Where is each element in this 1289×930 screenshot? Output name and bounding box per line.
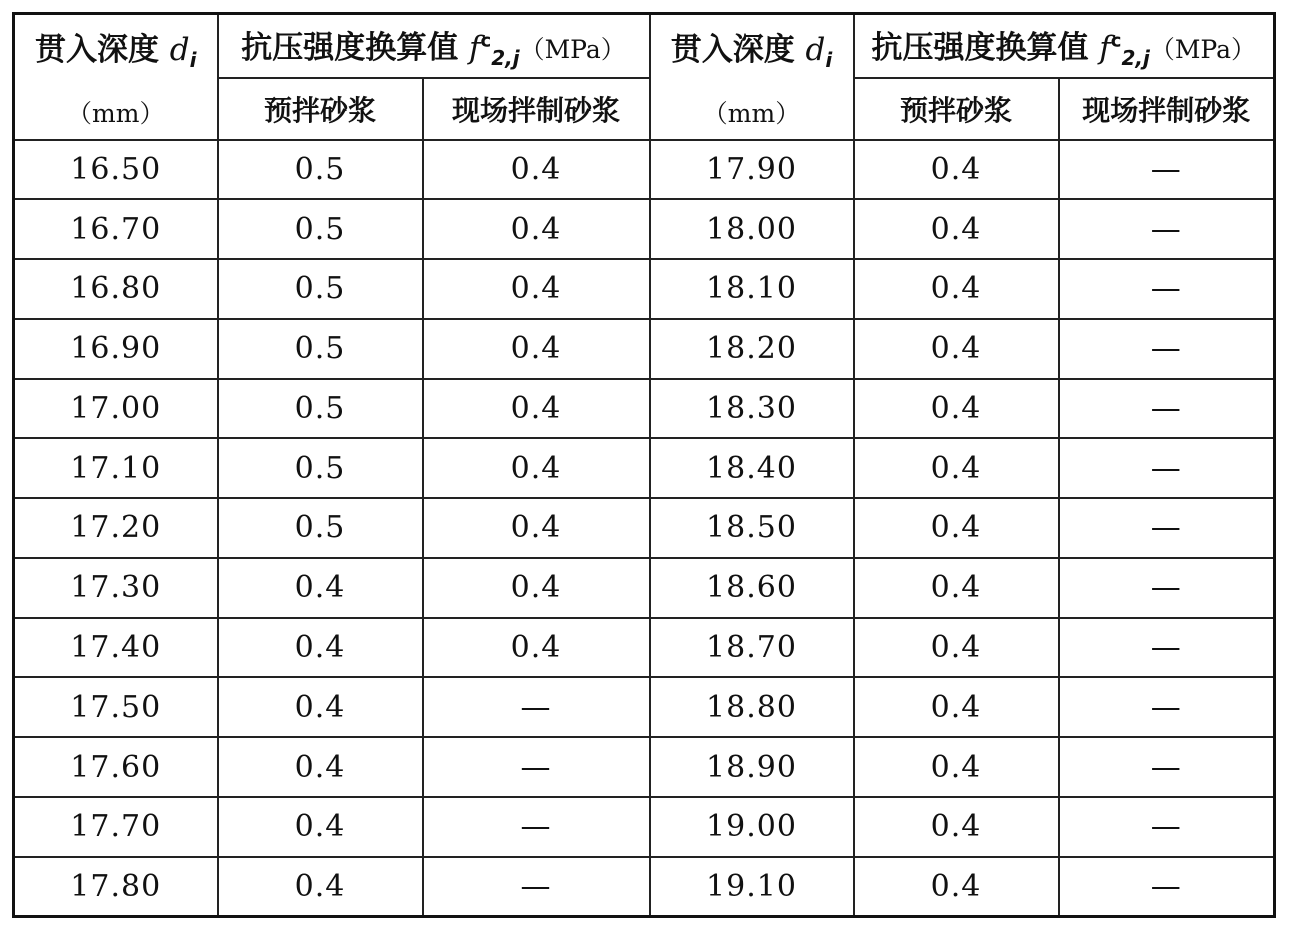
- premixed-cell: 0.4: [854, 618, 1059, 678]
- table-row: [14, 498, 1275, 558]
- premixed-cell: 0.4: [218, 677, 423, 737]
- site-mixed-cell: —: [1059, 379, 1275, 439]
- premixed-cell: 0.4: [854, 140, 1059, 200]
- strength-header-left: 抗压强度换算值 $f^c_{2,j}(MPa)$: [218, 14, 650, 78]
- premixed-cell: 0.4: [854, 438, 1059, 498]
- premixed-cell: 0.5: [218, 379, 423, 439]
- depth-header-title: 贯入深度 $d_i$: [34, 31, 197, 72]
- depth-header-unit: （mm）: [67, 98, 165, 128]
- depth-cell: 18.60: [650, 558, 854, 618]
- premixed-cell: 0.4: [854, 319, 1059, 379]
- header-row-1: [14, 14, 1275, 78]
- depth-cell: 18.30: [650, 379, 854, 439]
- table-row: [14, 319, 1275, 379]
- premixed-cell: 0.5: [218, 140, 423, 200]
- depth-cell: 19.00: [650, 797, 854, 857]
- premixed-header-right: 预拌砂浆: [854, 78, 1059, 140]
- premixed-cell: 0.4: [854, 737, 1059, 797]
- premixed-cell: 0.4: [854, 857, 1059, 917]
- site-mixed-cell: 0.4: [423, 438, 650, 498]
- site-mixed-cell: —: [423, 797, 650, 857]
- strength-header-right: 抗压强度换算值 $f^c_{2,j}(MPa)$: [854, 14, 1275, 78]
- depth-cell: 17.90: [650, 140, 854, 200]
- site-mixed-cell: —: [423, 857, 650, 917]
- premixed-cell: 0.4: [218, 558, 423, 618]
- table-row: [14, 677, 1275, 737]
- depth-cell: 18.70: [650, 618, 854, 678]
- site-mixed-cell: —: [1059, 319, 1275, 379]
- depth-cell: 18.50: [650, 498, 854, 558]
- table-row: [14, 737, 1275, 797]
- premixed-cell: 0.4: [854, 379, 1059, 439]
- table-row: [14, 259, 1275, 319]
- depth-cell: 16.80: [14, 259, 218, 319]
- site-mixed-cell: —: [423, 677, 650, 737]
- table-row: [14, 857, 1275, 917]
- table-row: [14, 438, 1275, 498]
- depth-cell: 18.40: [650, 438, 854, 498]
- premixed-cell: 0.5: [218, 498, 423, 558]
- depth-header-unit: （mm）: [702, 98, 801, 128]
- site-mixed-cell: 0.4: [423, 259, 650, 319]
- depth-cell: 17.20: [14, 498, 218, 558]
- depth-cell: 18.00: [650, 199, 854, 259]
- site-mixed-cell: —: [1059, 558, 1275, 618]
- depth-cell: 18.20: [650, 319, 854, 379]
- site-mixed-cell: —: [1059, 857, 1275, 917]
- depth-header-right: [650, 14, 854, 140]
- depth-cell: 17.70: [14, 797, 218, 857]
- premixed-header-left: 预拌砂浆: [218, 78, 423, 140]
- site-mixed-cell: 0.4: [423, 379, 650, 439]
- depth-cell: 18.90: [650, 737, 854, 797]
- site-mixed-cell: —: [1059, 677, 1275, 737]
- depth-header-title: 贯入深度 $d_i$: [670, 31, 833, 72]
- depth-cell: 17.10: [14, 438, 218, 498]
- site-mixed-cell: 0.4: [423, 498, 650, 558]
- premixed-cell: 0.4: [854, 677, 1059, 737]
- premixed-cell: 0.4: [218, 618, 423, 678]
- depth-cell: 18.80: [650, 677, 854, 737]
- site-mixed-cell: 0.4: [423, 618, 650, 678]
- conversion-table: [12, 12, 1276, 918]
- depth-cell: 19.10: [650, 857, 854, 917]
- site-mixed-cell: —: [1059, 438, 1275, 498]
- site-mixed-header-right: 现场拌制砂浆: [1059, 78, 1275, 140]
- site-mixed-cell: 0.4: [423, 558, 650, 618]
- premixed-cell: 0.4: [218, 737, 423, 797]
- depth-cell: 16.90: [14, 319, 218, 379]
- premixed-cell: 0.4: [218, 797, 423, 857]
- depth-cell: 17.00: [14, 379, 218, 439]
- premixed-cell: 0.5: [218, 199, 423, 259]
- table-row: [14, 618, 1275, 678]
- table-row: [14, 199, 1275, 259]
- site-mixed-cell: —: [1059, 737, 1275, 797]
- site-mixed-cell: 0.4: [423, 319, 650, 379]
- depth-cell: 16.50: [14, 140, 218, 200]
- site-mixed-cell: 0.4: [423, 140, 650, 200]
- premixed-cell: 0.5: [218, 438, 423, 498]
- depth-cell: 17.50: [14, 677, 218, 737]
- site-mixed-cell: —: [1059, 498, 1275, 558]
- depth-cell: 18.10: [650, 259, 854, 319]
- site-mixed-cell: —: [1059, 618, 1275, 678]
- depth-cell: 17.40: [14, 618, 218, 678]
- depth-cell: 17.60: [14, 737, 218, 797]
- site-mixed-header-left: 现场拌制砂浆: [423, 78, 650, 140]
- premixed-cell: 0.4: [854, 199, 1059, 259]
- site-mixed-cell: —: [1059, 259, 1275, 319]
- table-row: [14, 140, 1275, 200]
- depth-cell: 17.80: [14, 857, 218, 917]
- depth-cell: 17.30: [14, 558, 218, 618]
- premixed-cell: 0.4: [854, 558, 1059, 618]
- site-mixed-cell: —: [1059, 199, 1275, 259]
- premixed-cell: 0.4: [854, 797, 1059, 857]
- site-mixed-cell: —: [1059, 140, 1275, 200]
- premixed-cell: 0.4: [854, 259, 1059, 319]
- table-row: [14, 797, 1275, 857]
- table-row: [14, 379, 1275, 439]
- depth-cell: 16.70: [14, 199, 218, 259]
- premixed-cell: 0.4: [854, 498, 1059, 558]
- premixed-cell: 0.4: [218, 857, 423, 917]
- site-mixed-cell: 0.4: [423, 199, 650, 259]
- premixed-cell: 0.5: [218, 319, 423, 379]
- site-mixed-cell: —: [423, 737, 650, 797]
- premixed-cell: 0.5: [218, 259, 423, 319]
- table-row: [14, 558, 1275, 618]
- depth-header-left: [14, 14, 218, 140]
- site-mixed-cell: —: [1059, 797, 1275, 857]
